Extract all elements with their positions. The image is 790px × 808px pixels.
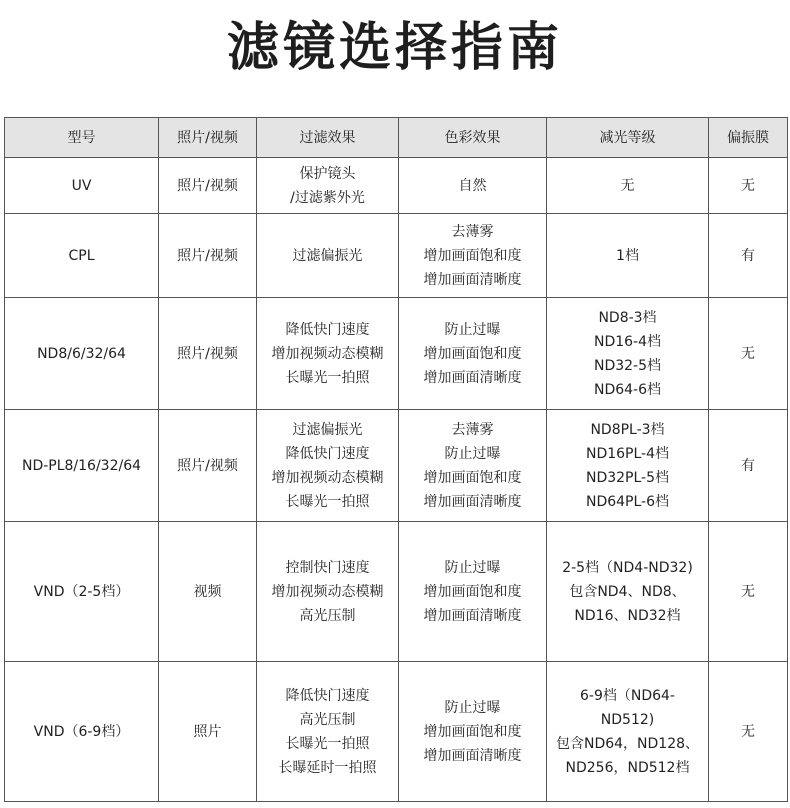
- cell-color-effect: [399, 522, 547, 662]
- table-row: [5, 410, 788, 522]
- cell-light-reduction: [547, 662, 709, 802]
- filter-table: [4, 117, 788, 802]
- cell-model: ND8/6/32/64: [5, 298, 159, 410]
- cell-model: VND（6-9档）: [5, 662, 159, 802]
- cell-filter-effect-line: 控制快门速度: [285, 559, 370, 576]
- cell-color-effect: [399, 410, 547, 522]
- cell-light-reduction-line: ND32-5档: [593, 357, 662, 374]
- cell-color-effect-line: 增加画面清晰度: [423, 369, 522, 386]
- cell-light-reduction-line: ND16-4档: [593, 333, 662, 350]
- cell-filter-effect-line: 长曝光一拍照: [285, 493, 370, 510]
- header-color-effect: 色彩效果: [399, 118, 547, 158]
- cell-light-reduction-line: 6-9档（ND64-: [580, 687, 675, 704]
- cell-usage: 照片/视频: [159, 410, 257, 522]
- cell-color-effect-line: 去薄雾: [451, 421, 494, 438]
- table-row: [5, 214, 788, 298]
- cell-color-effect-line: 自然: [458, 177, 487, 194]
- cell-filter-effect-line: 保护镜头: [299, 165, 356, 182]
- cell-filter-effect-line: 降低快门速度: [285, 445, 370, 462]
- cell-color-effect: [399, 158, 547, 214]
- header-model: 型号: [5, 118, 159, 158]
- cell-filter-effect-line: 长曝光一拍照: [285, 369, 370, 386]
- cell-polarizer: 无: [709, 298, 788, 410]
- cell-filter-effect-line: /过滤紫外光: [290, 189, 365, 206]
- cell-light-reduction-line: 包含ND4、ND8、: [569, 583, 686, 600]
- cell-usage: 照片/视频: [159, 158, 257, 214]
- cell-color-effect: [399, 662, 547, 802]
- cell-light-reduction-line: ND256，ND512档: [565, 759, 690, 776]
- cell-color-effect: [399, 214, 547, 298]
- cell-light-reduction-line: ND64PL-6档: [585, 493, 670, 510]
- cell-light-reduction: [547, 214, 709, 298]
- cell-polarizer: 无: [709, 158, 788, 214]
- cell-filter-effect: [257, 298, 399, 410]
- cell-filter-effect: [257, 158, 399, 214]
- cell-color-effect-line: 防止过曝: [444, 559, 501, 576]
- cell-filter-effect: [257, 410, 399, 522]
- cell-color-effect-line: 防止过曝: [444, 445, 501, 462]
- cell-model: UV: [5, 158, 159, 214]
- cell-light-reduction-line: ND64-6档: [593, 381, 662, 398]
- cell-filter-effect-line: 降低快门速度: [285, 321, 370, 338]
- cell-color-effect-line: 增加画面饱和度: [423, 723, 522, 740]
- cell-filter-effect: [257, 662, 399, 802]
- cell-color-effect-line: 去薄雾: [451, 223, 494, 240]
- table-row: [5, 158, 788, 214]
- cell-model: VND（2-5档）: [5, 522, 159, 662]
- cell-filter-effect: [257, 214, 399, 298]
- cell-light-reduction-line: 1档: [616, 247, 639, 264]
- cell-filter-effect-line: 长曝光一拍照: [285, 735, 370, 752]
- cell-polarizer: 有: [709, 410, 788, 522]
- cell-color-effect-line: 防止过曝: [444, 699, 501, 716]
- cell-model: ND-PL8/16/32/64: [5, 410, 159, 522]
- table-header-row: [5, 118, 788, 158]
- cell-polarizer: 无: [709, 662, 788, 802]
- table-body: [5, 158, 788, 802]
- cell-light-reduction-line: ND16、ND32档: [574, 607, 681, 624]
- cell-filter-effect-line: 降低快门速度: [285, 687, 370, 704]
- cell-light-reduction-line: ND32PL-5档: [585, 469, 670, 486]
- cell-color-effect-line: 增加画面清晰度: [423, 493, 522, 510]
- cell-polarizer: 有: [709, 214, 788, 298]
- cell-light-reduction-line: 无: [620, 177, 635, 194]
- cell-filter-effect-line: 增加视频动态模糊: [271, 469, 384, 486]
- cell-usage: 照片: [159, 662, 257, 802]
- cell-filter-effect-line: 过滤偏振光: [292, 421, 363, 438]
- cell-light-reduction: [547, 298, 709, 410]
- cell-color-effect: [399, 298, 547, 410]
- cell-polarizer: 无: [709, 522, 788, 662]
- cell-color-effect-line: 增加画面饱和度: [423, 583, 522, 600]
- cell-light-reduction-line: 包含ND64，ND128、: [555, 735, 700, 752]
- cell-color-effect-line: 增加画面清晰度: [423, 607, 522, 624]
- cell-color-effect-line: 增加画面饱和度: [423, 345, 522, 362]
- cell-usage: 照片/视频: [159, 298, 257, 410]
- cell-light-reduction-line: ND16PL-4档: [585, 445, 670, 462]
- cell-color-effect-line: 防止过曝: [444, 321, 501, 338]
- cell-light-reduction-line: 2-5档（ND4-ND32): [562, 559, 693, 576]
- cell-color-effect-line: 增加画面清晰度: [423, 271, 522, 288]
- table-row: [5, 662, 788, 802]
- header-light-reduction: 减光等级: [547, 118, 709, 158]
- cell-filter-effect-line: 长曝延时一拍照: [278, 759, 377, 776]
- cell-usage: 视频: [159, 522, 257, 662]
- header-usage: 照片/视频: [159, 118, 257, 158]
- cell-color-effect-line: 增加画面饱和度: [423, 469, 522, 486]
- cell-light-reduction-line: ND8PL-3档: [590, 421, 665, 438]
- cell-usage: 照片/视频: [159, 214, 257, 298]
- cell-filter-effect: [257, 522, 399, 662]
- cell-color-effect-line: 增加画面饱和度: [423, 247, 522, 264]
- cell-filter-effect-line: 增加视频动态模糊: [271, 583, 384, 600]
- cell-light-reduction: [547, 522, 709, 662]
- cell-filter-effect-line: 高光压制: [299, 711, 356, 728]
- cell-color-effect-line: 增加画面清晰度: [423, 747, 522, 764]
- cell-light-reduction: [547, 158, 709, 214]
- cell-filter-effect-line: 过滤偏振光: [292, 247, 363, 264]
- table-row: [5, 298, 788, 410]
- header-filter-effect: 过滤效果: [257, 118, 399, 158]
- cell-filter-effect-line: 高光压制: [299, 607, 356, 624]
- header-polarizer: 偏振膜: [709, 118, 788, 158]
- cell-light-reduction-line: ND512): [600, 711, 655, 728]
- cell-light-reduction-line: ND8-3档: [598, 309, 657, 326]
- cell-light-reduction: [547, 410, 709, 522]
- cell-filter-effect-line: 增加视频动态模糊: [271, 345, 384, 362]
- page-title: 滤镜选择指南: [226, 18, 563, 78]
- table-row: [5, 522, 788, 662]
- cell-model: CPL: [5, 214, 159, 298]
